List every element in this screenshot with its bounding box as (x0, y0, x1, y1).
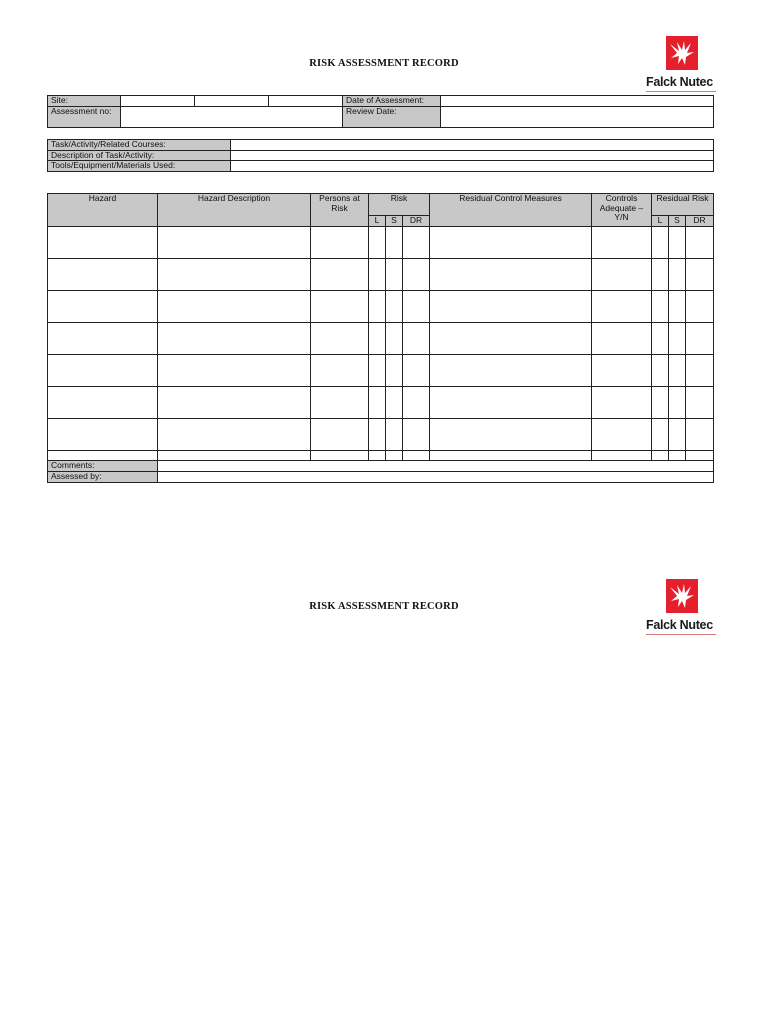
risk-dr-header: DR (403, 216, 430, 227)
hazard-cell[interactable] (669, 354, 686, 386)
page-title: RISK ASSESSMENT RECORD (309, 601, 459, 612)
falck-nutec-logo (646, 579, 718, 635)
hazard-cell[interactable] (48, 418, 158, 450)
risk-s-header: S (386, 216, 403, 227)
hazard-cell[interactable] (403, 290, 430, 322)
hazard-cell[interactable] (592, 450, 652, 460)
hazard-cell[interactable] (403, 258, 430, 290)
residual-l-header: L (652, 216, 669, 227)
hazard-row (48, 322, 714, 354)
hazard-cell[interactable] (386, 290, 403, 322)
hazard-cell[interactable] (48, 354, 158, 386)
hazard-cell[interactable] (369, 450, 386, 460)
hazard-cell[interactable] (386, 418, 403, 450)
logo-text: Falck Nutec (646, 75, 713, 89)
hazard-cell[interactable] (592, 258, 652, 290)
description-label: Description of Task/Activity: (48, 150, 231, 161)
hazard-row (48, 258, 714, 290)
hazard-row (48, 386, 714, 418)
hazard-cell[interactable] (158, 290, 311, 322)
assessed-by-field[interactable] (158, 471, 714, 482)
hazard-cell[interactable] (686, 322, 714, 354)
hazard-cell[interactable] (403, 354, 430, 386)
hazard-cell[interactable] (311, 322, 369, 354)
hazard-cell[interactable] (686, 418, 714, 450)
hazard-cell[interactable] (592, 322, 652, 354)
hazard-cell[interactable] (369, 322, 386, 354)
hazard-cell[interactable] (369, 226, 386, 258)
residual-risk-header: Residual Risk (652, 194, 714, 216)
hazard-table (47, 193, 714, 483)
hazard-cell[interactable] (686, 258, 714, 290)
site-info-table (47, 95, 714, 128)
controls-adequate-header: Controls Adequate – Y/N (592, 194, 652, 227)
hazard-cell[interactable] (158, 226, 311, 258)
hazard-cell[interactable] (48, 322, 158, 354)
hazard-cell[interactable] (686, 290, 714, 322)
task-activity-label: Task/Activity/Related Courses: (48, 140, 231, 151)
site-field-1[interactable] (121, 96, 195, 107)
hazard-cell[interactable] (686, 386, 714, 418)
falck-nutec-logo (646, 36, 718, 92)
hazard-cell[interactable] (311, 386, 369, 418)
residual-dr-header: DR (686, 216, 714, 227)
hazard-cell[interactable] (48, 290, 158, 322)
task-info-table (47, 139, 714, 172)
hazard-row (48, 226, 714, 258)
hazard-cell[interactable] (369, 418, 386, 450)
hazard-cell[interactable] (652, 450, 669, 460)
hazard-cell[interactable] (48, 226, 158, 258)
residual-control-measures-header: Residual Control Measures (430, 194, 592, 227)
hazard-cell[interactable] (686, 450, 714, 460)
hazard-cell[interactable] (669, 290, 686, 322)
hazard-cell[interactable] (592, 226, 652, 258)
hazard-cell[interactable] (311, 290, 369, 322)
tools-equipment-label: Tools/Equipment/Materials Used: (48, 161, 231, 172)
assessment-no-field[interactable] (121, 107, 343, 128)
hazard-cell[interactable] (158, 258, 311, 290)
task-activity-field[interactable] (231, 140, 714, 151)
hazard-cell[interactable] (369, 258, 386, 290)
persons-at-risk-header: Persons at Risk (311, 194, 369, 227)
hazard-cell[interactable] (652, 290, 669, 322)
hazard-row (48, 418, 714, 450)
hazard-cell[interactable] (311, 258, 369, 290)
hazard-cell[interactable] (48, 258, 158, 290)
review-date-field[interactable] (441, 107, 714, 128)
logo-underline (646, 634, 716, 635)
hazard-cell[interactable] (652, 354, 669, 386)
date-of-assessment-label: Date of Assessment: (343, 96, 441, 107)
hazard-cell[interactable] (403, 386, 430, 418)
hazard-cell[interactable] (158, 354, 311, 386)
eagle-icon (666, 579, 698, 613)
hazard-cell[interactable] (430, 290, 592, 322)
hazard-cell[interactable] (386, 450, 403, 460)
hazard-cell[interactable] (386, 226, 403, 258)
hazard-cell[interactable] (369, 386, 386, 418)
hazard-cell[interactable] (403, 226, 430, 258)
comments-field[interactable] (158, 460, 714, 471)
hazard-cell[interactable] (669, 322, 686, 354)
page-title: RISK ASSESSMENT RECORD (309, 58, 459, 69)
hazard-cell[interactable] (158, 418, 311, 450)
risk-l-header: L (369, 216, 386, 227)
hazard-cell[interactable] (403, 322, 430, 354)
hazard-cell[interactable] (430, 258, 592, 290)
hazard-cell[interactable] (311, 450, 369, 460)
hazard-cell[interactable] (652, 226, 669, 258)
hazard-cell[interactable] (669, 386, 686, 418)
hazard-cell[interactable] (686, 226, 714, 258)
assessed-by-label: Assessed by: (48, 471, 158, 482)
description-field[interactable] (231, 150, 714, 161)
hazard-cell[interactable] (686, 354, 714, 386)
hazard-row (48, 354, 714, 386)
hazard-cell[interactable] (403, 418, 430, 450)
hazard-cell[interactable] (669, 258, 686, 290)
hazard-cell[interactable] (48, 450, 158, 460)
hazard-cell[interactable] (669, 418, 686, 450)
review-date-label: Review Date: (343, 107, 441, 128)
hazard-cell[interactable] (592, 386, 652, 418)
hazard-cell[interactable] (403, 450, 430, 460)
assessment-no-label: Assessment no: (48, 107, 121, 128)
eagle-icon (666, 36, 698, 70)
hazard-cell[interactable] (430, 226, 592, 258)
risk-header: Risk (369, 194, 430, 216)
hazard-cell[interactable] (592, 354, 652, 386)
site-label: Site: (48, 96, 121, 107)
logo-underline (646, 91, 716, 92)
hazard-cell[interactable] (311, 226, 369, 258)
hazard-header: Hazard (48, 194, 158, 227)
hazard-cell[interactable] (592, 418, 652, 450)
hazard-cell[interactable] (592, 290, 652, 322)
site-field-2[interactable] (195, 96, 269, 107)
hazard-cell[interactable] (652, 322, 669, 354)
hazard-cell[interactable] (158, 386, 311, 418)
hazard-cell[interactable] (311, 418, 369, 450)
hazard-cell[interactable] (430, 450, 592, 460)
hazard-cell[interactable] (652, 258, 669, 290)
hazard-cell[interactable] (158, 450, 311, 460)
hazard-cell[interactable] (652, 418, 669, 450)
hazard-cell[interactable] (311, 354, 369, 386)
hazard-cell[interactable] (386, 322, 403, 354)
logo-text: Falck Nutec (646, 618, 713, 632)
hazard-row (48, 290, 714, 322)
tools-equipment-field[interactable] (231, 161, 714, 172)
hazard-cell[interactable] (386, 386, 403, 418)
hazard-cell[interactable] (430, 418, 592, 450)
hazard-cell[interactable] (386, 354, 403, 386)
hazard-row (48, 450, 714, 460)
residual-s-header: S (669, 216, 686, 227)
hazard-description-header: Hazard Description (158, 194, 311, 227)
site-field-3[interactable] (269, 96, 343, 107)
hazard-cell[interactable] (369, 290, 386, 322)
hazard-cell[interactable] (158, 322, 311, 354)
hazard-cell[interactable] (430, 386, 592, 418)
hazard-cell[interactable] (430, 322, 592, 354)
hazard-cell[interactable] (669, 450, 686, 460)
date-of-assessment-field[interactable] (441, 96, 714, 107)
hazard-cell[interactable] (48, 386, 158, 418)
hazard-cell[interactable] (430, 354, 592, 386)
hazard-cell[interactable] (386, 258, 403, 290)
hazard-cell[interactable] (369, 354, 386, 386)
hazard-cell[interactable] (669, 226, 686, 258)
hazard-cell[interactable] (652, 386, 669, 418)
comments-label: Comments: (48, 460, 158, 471)
